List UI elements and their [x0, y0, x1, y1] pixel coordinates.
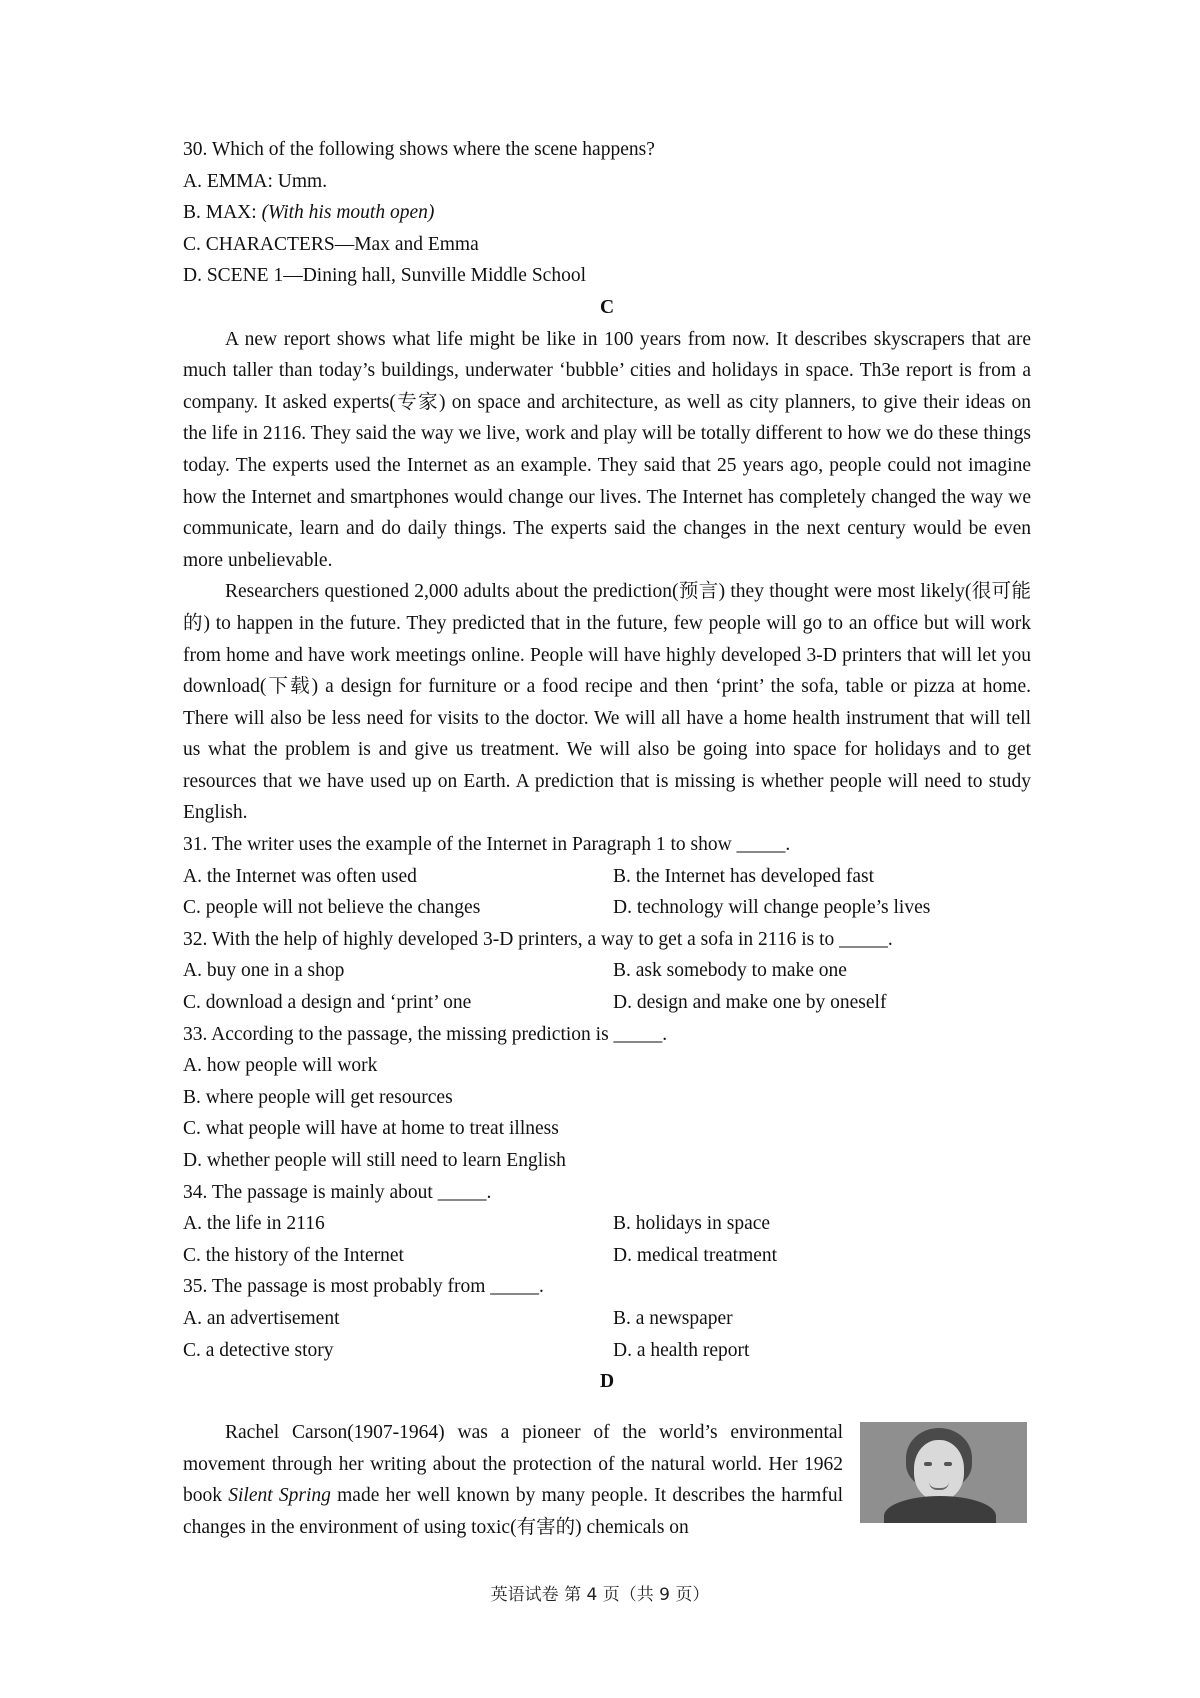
option-30-d: D. SCENE 1—Dining hall, Sunville Middle School	[183, 265, 586, 287]
option-30-b	[183, 197, 1031, 229]
question-35: 35. The passage is most probably from _____.	[183, 1276, 544, 1298]
portrait-eye	[944, 1462, 952, 1466]
option-30-a: A. EMMA: Umm.	[183, 170, 328, 192]
question-31: 31. The writer uses the example of the Internet in Paragraph 1 to show _____.	[183, 834, 791, 856]
option-35-a: A. an advertisement	[183, 1307, 340, 1329]
option-34-d: D. medical treatment	[613, 1244, 778, 1266]
options-row	[183, 1240, 1031, 1272]
option-35-b: B. a newspaper	[613, 1307, 733, 1329]
portrait-photo	[860, 1422, 1027, 1523]
question-33: 33. According to the passage, the missing prediction is _____.	[183, 1023, 668, 1045]
option-31-a: A. the Internet was often used	[183, 865, 417, 887]
option-33-c: C. what people will have at home to treat illness	[183, 1118, 559, 1140]
portrait-face	[914, 1440, 964, 1500]
portrait-shoulders	[884, 1496, 996, 1523]
section-c-heading: C	[599, 296, 615, 318]
section-c-paragraph-1: A new report shows what life might be like in 100 years from now. It describes skyscrapers that are much taller than today’s buildings, underwater ‘bubble’ cities and holidays in space. Th3e report is from a company. It asked experts(专家) on space and architecture, as well as city planners, to give their ideas on the life in 2116. They said the way we live, work and play will be totally different to how we do these things today. The experts used the Internet as an example. They said that 25 years ago, people could not imagine how the Internet and smartphones would change our lives. The Internet has completely changed the way we communicate, learn and do daily things. The experts said the changes in the next century would be even more unbelievable.	[183, 328, 1031, 571]
options-row	[183, 1208, 1031, 1240]
option-31-d: D. technology will change people’s lives	[613, 897, 931, 919]
question-34: 34. The passage is mainly about _____.	[183, 1181, 492, 1203]
options-row	[183, 861, 1031, 893]
option-32-b: B. ask somebody to make one	[613, 960, 847, 982]
portrait-eye	[924, 1462, 932, 1466]
option-30-b-prefix: B. MAX:	[183, 202, 262, 224]
option-32-d: D. design and make one by oneself	[613, 992, 887, 1014]
section-d-text-1: Rachel Carson(1907-1964) was a pioneer of the world’s environmental movement through her writing about the protection of the natural world. Her 1962 book	[183, 1422, 843, 1507]
option-30-b-italic: (With his mouth open)	[261, 202, 435, 224]
question-32: 32. With the help of highly developed 3-D printers, a way to get a sofa in 2116 is to _____.	[183, 928, 893, 950]
option-33-a: A. how people will work	[183, 1055, 378, 1077]
options-row	[183, 1335, 1031, 1367]
option-35-d: D. a health report	[613, 1339, 750, 1361]
options-row	[183, 987, 1031, 1019]
book-title: Silent Spring	[228, 1485, 331, 1507]
option-32-a: A. buy one in a shop	[183, 960, 345, 982]
options-row	[183, 1303, 1031, 1335]
option-34-a: A. the life in 2116	[183, 1213, 325, 1235]
option-30-c: C. CHARACTERS—Max and Emma	[183, 233, 479, 255]
option-34-b: B. holidays in space	[613, 1213, 771, 1235]
option-33-d: D. whether people will still need to learn English	[183, 1150, 566, 1171]
question-30: 30. Which of the following shows where the scene happens?	[183, 139, 655, 160]
options-row	[183, 955, 1031, 987]
section-d-paragraph	[183, 1417, 843, 1543]
page-footer: 英语试卷 第 4 页（共 9 页）	[490, 1585, 710, 1605]
option-31-c: C. people will not believe the changes	[183, 897, 481, 919]
option-33-b: B. where people will get resources	[183, 1086, 453, 1108]
question-block-30	[183, 134, 1031, 1398]
option-31-b: B. the Internet has developed fast	[613, 865, 874, 887]
option-35-c: C. a detective story	[183, 1339, 334, 1361]
option-32-c: C. download a design and ‘print’ one	[183, 992, 472, 1014]
section-d-heading: D	[599, 1371, 615, 1393]
section-d-text-2: made her well known by many people. It describes the harmful changes in the environment of using toxic(有害的) chemicals on	[183, 1485, 843, 1538]
section-c-paragraph-2: Researchers questioned 2,000 adults about the prediction(预言) they thought were most likely(很可能的) to happen in the future. They predicted that in the future, few people will go to an office but will work from home and have work meetings online. People will have highly developed 3-D printers that will let you download(下载) a design for furniture or a food recipe and then ‘print’ the sofa, table or pizza at home. There will also be less need for visits to the doctor. We will all have a home health instrument that will tell us what the problem is and give us treatment. We will also be going into space for holidays and to get resources that we have used up on Earth. A prediction that is missing is whether people will need to study English.	[183, 581, 1031, 824]
options-row	[183, 892, 1031, 924]
option-34-c: C. the history of the Internet	[183, 1244, 404, 1266]
